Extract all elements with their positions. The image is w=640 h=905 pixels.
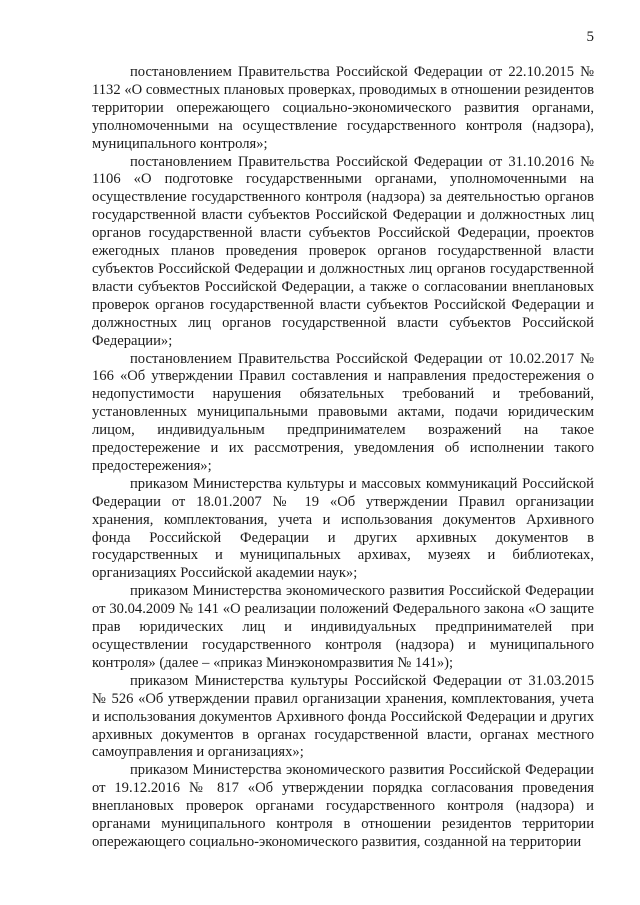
- paragraph-decree-1132: постановлением Правительства Российской Федерации от 22.10.2015 № 1132 «О совместных плановых проверках, проводимых в отношении резидентов территории опережающего социально-экономического развития органами, уполномоченными на осуществление государственного контроля (надзора), муниципального контроля»;: [92, 64, 594, 152]
- paragraph-decree-166: постановлением Правительства Российской Федерации от 10.02.2017 № 166 «Об утверждении Правил составления и направления предостережения о недопустимости нарушения обязательных требований и требований, установленных муниципальными правовыми актами, подачи юридическим лицом, индивидуальным предпринимателем возражений на такое предостережение и их рассмотрения, уведомления об исполнении такого предостережения»;: [92, 350, 594, 474]
- paragraph-order-19: приказом Министерства культуры и массовых коммуникаций Российской Федерации от 18.01.2007 № 19 «Об утверждении Правил организации хранения, комплектования, учета и использования документов Архивного фонда Российской Федерации и других архивных документов в государственных и муниципальных архивах, музеях и библиотеках, организациях Российской академии наук»;: [92, 475, 594, 582]
- document-body: [92, 64, 594, 852]
- paragraph-order-817: приказом Министерства экономического развития Российской Федерации от 19.12.2016 № 817 «Об утверждении порядка согласования проведения внеплановых проверок органами государственного контроля (надзора) и органами муниципального контроля в отношении резидентов территории опережающего социально-экономического развития, созданной на территории: [92, 762, 594, 850]
- paragraph-order-141: приказом Министерства экономического развития Российской Федерации от 30.04.2009 № 141 «О реализации положений Федерального закона «О защите прав юридических лиц и индивидуальных предпринимателей при осуществлении государственного контроля (надзора) и муниципального контроля» (далее – «приказ Минэкономразвития № 141»);: [92, 583, 594, 671]
- paragraph-order-526: приказом Министерства культуры Российской Федерации от 31.03.2015 № 526 «Об утверждении правил организации хранения, комплектования, учета и использования документов Архивного фонда Российской Федерации и других архивных документов в органах государственной власти, органах местного самоуправления и организациях»;: [92, 672, 594, 761]
- paragraph-decree-1106: постановлением Правительства Российской Федерации от 31.10.2016 № 1106 «О подготовке государственными органами, уполномоченными на осуществление государственного контроля (надзора) за деятельностью органов государственной власти субъектов Российской Федерации и должностных лиц органов государственной власти субъектов Российской Федерации, проектов ежегодных планов проведения проверок органов государственной власти субъектов Российской Федерации и должностных лиц органов государственной власти субъектов Российской Федерации, а также о согласовании внеплановых проверок органов государственной власти субъектов Российской Федерации и должностных лиц органов государственной власти субъектов Российской Федерации»;: [92, 153, 594, 349]
- page-number: 5: [586, 29, 594, 45]
